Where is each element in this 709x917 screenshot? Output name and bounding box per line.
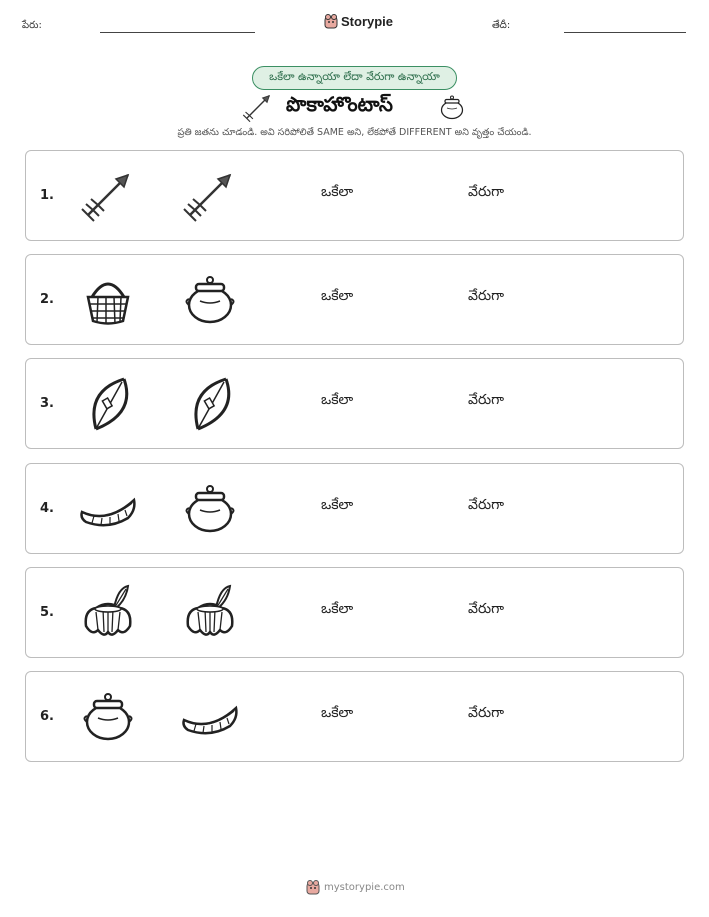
option-same[interactable]: ఒకేలా — [321, 705, 354, 721]
footer-url: mystorypie.com — [324, 881, 405, 893]
canoe-icon — [78, 478, 138, 538]
storypie-mascot-icon — [324, 13, 338, 29]
question-row — [25, 567, 684, 658]
pot-icon — [78, 686, 138, 746]
date-field[interactable] — [564, 32, 686, 33]
question-number: 4. — [40, 500, 54, 516]
brand-logo — [324, 13, 393, 29]
question-number: 1. — [40, 188, 54, 203]
arrow-icon — [78, 165, 138, 225]
question-row — [25, 671, 684, 762]
basket-icon — [78, 269, 138, 329]
question-row — [25, 463, 684, 554]
footer — [306, 879, 405, 895]
bow-icon — [78, 373, 138, 433]
canoe-icon — [180, 686, 240, 746]
arrow-icon — [180, 165, 240, 225]
date-label: తేదీ: — [492, 20, 511, 31]
subtitle-pill: ఒకేలా ఉన్నాయా లేదా వేరుగా ఉన్నాయా — [252, 66, 457, 90]
question-row — [25, 150, 684, 241]
option-different[interactable]: వేరుగా — [468, 288, 504, 305]
pot-icon — [180, 269, 240, 329]
option-same[interactable]: ఒకేలా — [321, 496, 354, 513]
option-same[interactable]: ఒకేలా — [321, 392, 354, 409]
storypie-mascot-icon — [306, 879, 320, 895]
instructions: ప్రతి జతను చూడండి. అవి సరిపోలితే SAME అని, లేకపోతే DIFFERENT అని వృత్తం చేయండి. — [177, 127, 532, 138]
option-different[interactable]: వేరుగా — [468, 496, 504, 513]
option-different[interactable]: వేరుగా — [468, 600, 504, 617]
pot-icon — [180, 478, 240, 538]
question-number: 6. — [40, 709, 54, 724]
bow-icon — [180, 373, 240, 433]
option-same[interactable]: ఒకేలా — [321, 184, 354, 200]
question-number: 2. — [40, 292, 54, 308]
option-same[interactable]: ఒకేలా — [321, 600, 354, 617]
name-label: పేరు: — [22, 20, 42, 31]
option-different[interactable]: వేరుగా — [468, 184, 504, 200]
option-same[interactable]: ఒకేలా — [321, 288, 354, 305]
pot-icon — [436, 92, 468, 122]
question-row — [25, 358, 684, 449]
headdress-icon — [180, 582, 240, 642]
option-different[interactable]: వేరుగా — [468, 392, 504, 409]
question-number: 3. — [40, 396, 54, 412]
brand-name: Storypie — [341, 13, 394, 29]
arrow-icon — [240, 90, 276, 124]
page-title: పొకాహొంటాస్ — [286, 92, 393, 116]
headdress-icon — [78, 582, 138, 642]
question-number: 5. — [40, 604, 54, 620]
question-row — [25, 254, 684, 345]
name-field[interactable] — [100, 32, 255, 33]
option-different[interactable]: వేరుగా — [468, 705, 504, 721]
